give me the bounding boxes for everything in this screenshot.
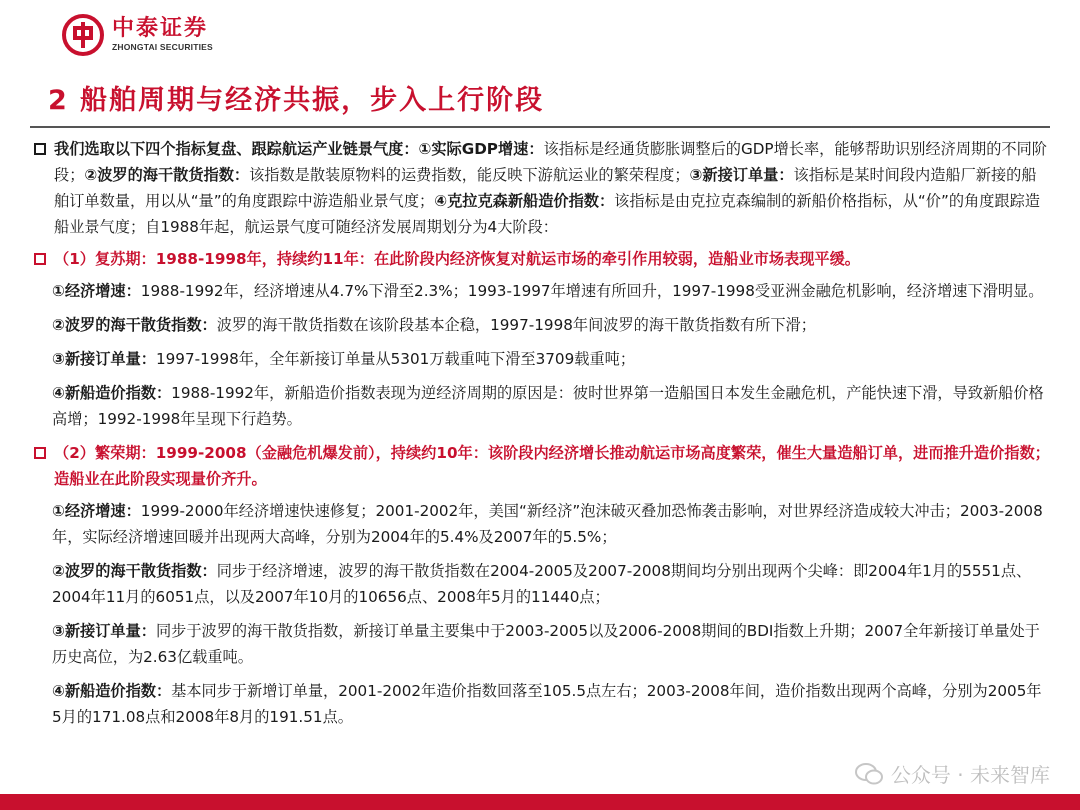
intro-paragraph (32, 136, 1050, 240)
square-bullet-icon (34, 253, 46, 265)
page-title: 2 船舶周期与经济共振，步入上行阶段 (48, 85, 545, 116)
item-text: 1988-1992年，新船造价指数表现为逆经济周期的原因是：彼时世界第一造船国日本发生金融危机，产能快速下滑，导致新船价格高增；1992-1998年呈现下行趋势。 (52, 384, 1044, 428)
item-text: 同步于经济增速，波罗的海干散货指数在2004-2005及2007-2008期间均分别出现两个尖峰：即2004年1月的5551点、2004年11月的6051点，以及2007年10月的10656点、2008年5月的11440点； (52, 562, 1032, 606)
square-bullet-icon (34, 143, 46, 155)
intro-text-8: 该指标是由克拉克森编制的新船价格指标，从“价”的角度跟踪造船业景气度；自1988年起，航运景气度可随经济发展周期划分为4大阶段： (54, 192, 1040, 236)
item-label: ④新船造价指数： (52, 682, 172, 700)
title-divider (30, 126, 1050, 128)
section1-item (32, 278, 1050, 304)
section1-heading (32, 246, 1050, 272)
section1-item (32, 380, 1050, 432)
section1-item (32, 346, 1050, 372)
intro-text-7: ④克拉克森新船造价指数： (434, 192, 615, 210)
item-text: 基本同步于新增订单量，2001-2002年造价指数回落至105.5点左右；2003-2008年间，造价指数出现两个高峰，分别为2005年5月的171.08点和2008年8月的191.51点。 (52, 682, 1042, 726)
section1-heading-text: （1）复苏期：1988-1998年，持续约11年：在此阶段内经济恢复对航运市场的牵引作用较弱，造船业市场表现平缓。 (54, 250, 860, 268)
watermark (855, 759, 1050, 788)
logo-english-name: ZHONGTAI SECURITIES (112, 42, 213, 52)
item-text: 波罗的海干散货指数在该阶段基本企稳，1997-1998年间波罗的海干散货指数有所下滑； (216, 316, 816, 334)
main-content (32, 136, 1050, 738)
section2-heading-text: （2）繁荣期：1999-2008（金融危机爆发前），持续约10年：该阶段内经济增长推动航运市场高度繁荣，催生大量造船订单，进而推升造价指数；造船业在此阶段实现量价齐升。 (54, 444, 1050, 488)
item-text: 同步于波罗的海干散货指数，新接订单量主要集中于2003-2005以及2006-2008期间的BDI指数上升期；2007全年新接订单量处于历史高位，为2.63亿载重吨。 (52, 622, 1040, 666)
item-label: ④新船造价指数： (52, 384, 172, 402)
section2-item (32, 558, 1050, 610)
footer-bar (0, 794, 1080, 810)
section2-heading (32, 440, 1050, 492)
item-label: ①经济增速： (52, 282, 141, 300)
item-label: ③新接订单量： (52, 622, 156, 640)
item-label: ①经济增速： (52, 502, 141, 520)
section1-item (32, 312, 1050, 338)
item-text: 1988-1992年，经济增速从4.7%下滑至2.3%；1993-1997年增速有所回升，1997-1998受亚洲金融危机影响，经济增速下滑明显。 (140, 282, 1044, 300)
header (0, 0, 1080, 72)
item-label: ②波罗的海干散货指数： (52, 316, 217, 334)
section2-item (32, 678, 1050, 730)
intro-text-6: 该指标是某时间段内造船厂新接的船舶订单数量，用以从“量”的角度跟踪中游造船业景气度； (54, 166, 1037, 210)
company-logo (62, 14, 213, 56)
item-label: ③新接订单量： (52, 350, 156, 368)
logo-chinese-name: 中泰证券 (112, 16, 209, 41)
wechat-icon (855, 763, 883, 785)
section2-item (32, 618, 1050, 670)
zhongtai-logo-icon (62, 14, 104, 56)
item-text: 1997-1998年，全年新接订单量从5301万载重吨下滑至3709载重吨； (155, 350, 636, 368)
intro-text-1: 我们选取以下四个指标复盘、跟踪航运产业链景气度：①实际GDP增速： (54, 140, 544, 158)
intro-text-3: ②波罗的海干散货指数： (84, 166, 250, 184)
watermark-text: 公众号 · 未来智库 (890, 763, 1050, 787)
square-bullet-icon (34, 447, 46, 459)
intro-text-5: ③新接订单量： (689, 166, 794, 184)
intro-text-4: 该指数是散装原物料的运费指数，能反映下游航运业的繁荣程度； (249, 166, 690, 184)
section2-item (32, 498, 1050, 550)
item-label: ②波罗的海干散货指数： (52, 562, 217, 580)
item-text: 1999-2000年经济增速快速修复；2001-2002年，美国“新经济”泡沫破灭叠加恐怖袭击影响，对世界经济造成较大冲击；2003-2008年，实际经济增速回暖并出现两大高峰，分别为2004年的5.4%及2007年的5.5%； (52, 502, 1043, 546)
intro-text-2: 该指标是经通货膨胀调整后的GDP增长率，能够帮助识别经济周期的不同阶段； (54, 140, 1047, 184)
